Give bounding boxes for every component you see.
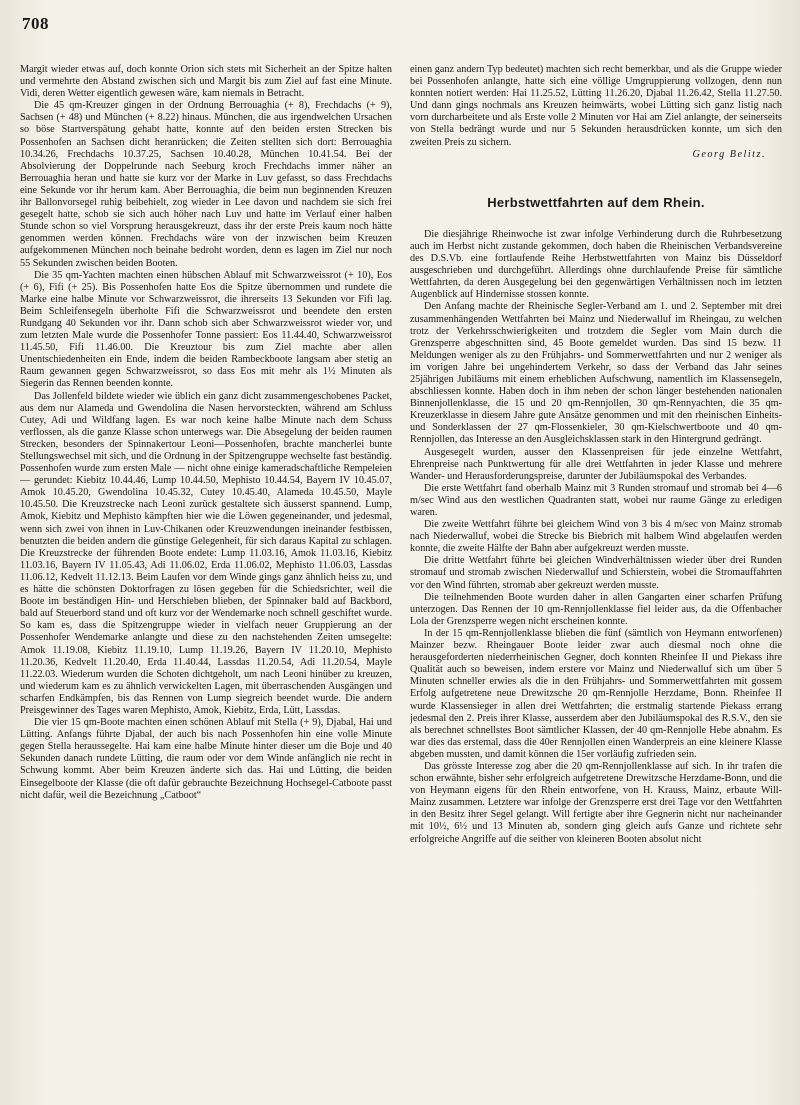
section-heading: Herbstwettfahrten auf dem Rhein. <box>487 194 705 210</box>
paragraph: Margit wieder etwas auf, doch konnte Orion sich stets mit Sicherheit an der Spitze halten und vermehrte den Abstand zwischen sich und Margit bis zum Ziel auf fast eine Minute. Vidi, deren Wetter eigentlich gewesen wäre, kam niemals in Betracht. <box>20 64 392 100</box>
paragraph: Den Anfang machte der Rheinische Segler-Verband am 1. und 2. September mit drei zusammenhängenden Wettfahrten bei Mainz und Niederwalluf im Rheingau, zu welchen trotz der Verkehrsschwierigkeiten und trotzdem die Segler vom Main durch die Grenzsperre abgeschnitten sind, 45 Boote gemeldet wurden. Das sind 15 bezw. 11 Meldungen weniger als zu den Frühjahrs- und Sommerwettfahrten und nur 2 weniger als im vorigen Jahre bei ungehindertem Verkehr, so dass der Verband das Jahr seines 25jährigen Jubiläums mit einem erheblichen Aufschwung, namentlich im Klassensegeln, abschliessen konnte. Haben doch in ihm neben der schon länger bestehenden nationalen Binnenjollenklasse, die 15 und 20 qm-Rennjollen, 30 qm-Rennyachten, die 35 qm-Kreuzerklasse in diesem Jahre gute Ansätze genommen und mit den rheinischen Einheits- und Sonderklassen der 27 qm-Flossenkieler, 30 qm-Kielschwertboote und 40 qm-Rennjollen, das Interesse an den Ausgleichsklassen stark in den Hintergrund gedrängt. <box>410 301 782 446</box>
paragraph: Die dritte Wettfahrt führte bei gleichen Windverhältnissen wieder über drei Runden stromauf und stromab zwischen Niederwalluf und Schierstein, wobei die Stromauffahrten vor den Wind führten, stromab aber gekreuzt werden musste. <box>410 555 782 591</box>
paragraph: Die zweite Wettfahrt führte bei gleichem Wind von 3 bis 4 m/sec von Mainz stromab nach Niederwalluf, wobei die Strecke bis Biebrich mit halbem Wind abgelaufen werden konnte, die zweite Hälfte der Bahn aber aufgekreuzt werden musste. <box>410 519 782 555</box>
paragraph: In der 15 qm-Rennjollenklasse blieben die fünf (sämtlich von Heymann entworfenen) Mainzer bezw. Rheingauer Boote leider zwar auch diesmal noch ohne die herausgeforderten niederrheinischen Gegner, doch konnten Rheinfee II und Piekass ihre Qualität auch so beweisen, indem erstere vor Mainz und Niederwalluf sich um über 5 Minuten schneller erwies als die in den Frühjahrs- und Sommerwettfahrten mit gossem Erfolg aufgetretene neue Drewitzsche 20 qm-Rennjolle Herzdame, Bonn. Rheinfee II wurde Klassensieger in allen drei Wettfahrten; die erstmalig startende Piekass errang jedesmal den 2. Preis ihrer Klasse, ausserdem aber den Jubiläumspokal des R.S.V., den sie als berechnet schnellstes Boot sämtlicher Klassen, der 40 qm-Rennjolle Hebe abnahm. Es war dies das erstemal, dass die 40er Rennjollen einen Wanderpreis an eine kleinere Klasse abgeben mussten, und damit können die 15er vorläufig zufrieden sein. <box>410 627 782 760</box>
paragraph: Die 45 qm-Kreuzer gingen in der Ordnung Berrouaghia (+ 8), Frechdachs (+ 9), Sachsen (+ 48) und München (+ 8.22) hinaus. München, die aus irgendwelchen Ursachen so böse Startverspätung gehabt hatte, konnte auf den beiden ersten Strecken bis Possenhofen an Sachsen dicht heranrücken; die Zeiten stellten sich dort: Berrouaghia 10.34.26, Frechdachs 10.37.25, Sachsen 10.40.28, München 10.41.54. Bei der Absolvierung der Doppelrunde nach Seeburg kroch Frechdachs immer näher an Berrouaghia heran und hatte sie kurz vor der Marke in Luv gefasst, so dass Frechdachs eine Sekunde vor ihr herum kam. Aber Berrouaghia, die beim nun beginnenden Kreuzen ihr Ballonvorsegel ruhig beibehielt, zog wieder in Lee davon und nachdem sie sich frei gesegelt hatte, schob sie sich auch höher nach Luv und hatte im Verlauf einer halben Stunde schon so viel Vorsprung herausgekreuzt, dass ihr der erste Preis kaum noch hätte genommen werden können. Frechdachs wäre von der inzwischen beim Kreuzen aufgekommenen München noch beinahe bedroht worden, denn es lagen im Ziel nur noch 55 Sekunden zwischen beiden Booten. <box>20 100 392 269</box>
paragraph: Die vier 15 qm-Boote machten einen schönen Ablauf mit Stella (+ 9), Djabal, Hai und Lütting. Anfangs führte Djabal, der auch bis nach Possenhofen hin eine volle Minute gegen Stella heraussegelte. Hai kam eine halbe Minute hinter dieser um die Boje und 40 Sekunden danach rundete Lütting, die raum oder vor dem Winde anfänglich nie recht in Schwung kommt. Aber beim Kreuzen änderte sich das. Hai und Lütting, die beiden Einsegelboote der Klasse (die oft dafür gebrauchte Bezeichnung Hochsegel-Catboote passt nicht dafür, weil die Bezeichnung „Catboot“ <box>20 717 392 801</box>
paragraph: Die erste Wettfahrt fand oberhalb Mainz mit 3 Runden stromauf und stromab bei 4—6 m/sec Wind aus den westlichen Quadranten statt, wobei nur raume Gänge zu erledigen waren. <box>410 482 782 518</box>
paragraph: Die teilnehmenden Boote wurden daher in allen Gangarten einer scharfen Prüfung unterzogen. Das Rennen der 10 qm-Rennjollenklasse fiel leider aus, da die Offenbacher Lola der Grenzsperre wegen nicht erscheinen konnte. <box>410 591 782 627</box>
paragraph: Die 35 qm-Yachten machten einen hübschen Ablauf mit Schwarzweissrot (+ 10), Eos (+ 6), Fifi (+ 25). Bis Possenhofen hatte Eos die Spitze übernommen und rundete die Marke eine halbe Minute vor Schwarzweissrot, die ihrerseits 13 Sekunden vor Fifi lag. Beim Schleifensegeln überholte Fifi die Schwarzweissrot und beendete den ersten Rundgang 40 Sekunden vor ihr. Dann schob sich aber Schwarzweissrot wieder vor, und zum letzten Male wurde die Possenhofer Tonne passiert: Eos 11.44.40, Schwarzweissrot 11.45.50, Fifi 11.46.00. Die Kreuztour bis zum Ziel machte aber allen Unentschiedenheiten ein Ende, indem die beiden Rambeckboote langsam aber stetig an Raum gewannen gegen Schwarzweissrot, so dass Eos mit mehr als 1½ Minuten als Siegerin das Rennen beenden konnte. <box>20 269 392 390</box>
left-column <box>20 64 392 1095</box>
paragraph: Die diesjährige Rheinwoche ist zwar infolge Verhinderung durch die Ruhrbesetzung auch im Herbst nicht zustande gekommen, doch haben die Rheinischen Verbandsvereine des D.S.Vb. eine fortlaufende Reihe Herbstwettfahrten von Mainz bis Düsseldorf ausgeschrieben und durchgeführt. Allerdings ohne durchlaufende Preise für sämtliche Wettfahrten, da deren Ausgegelung bei den gegenwärtigen Verhältnissen noch im letzten Augenblick auf Hindernisse stossen konnte. <box>410 228 782 301</box>
paragraph: Ausgesegelt wurden, ausser den Klassenpreisen für jede einzelne Wettfahrt, Ehrenpreise nach Punktwertung für alle drei Wettfahrten in jeder Klasse und mehrere Wander- und Herausforderungspreise, darunter der Jubiläumspokal des Verbandes. <box>410 446 782 482</box>
paragraph: Das grösste Interesse zog aber die 20 qm-Rennjollenklasse auf sich. In ihr trafen die schon erwähnte, bisher sehr erfolgreich aufgetretene Drewitzsche Herzdame-Bonn, und die von Heymann eigens für den Rhein entworfene, von H. Krauss, Mainz, erbaute Will-Mainz zusammen. Letztere war infolge der Grenzsperre erst drei Tage vor den Wettfahrten in den Besitz ihrer Segel gelangt. Will fertigte aber ihre Gegnerin nicht nur nacheinander mit 10½, 6½ und 13 Minuten ab, sondern ging gleich aufs Ganze und richtete sehr erfolgreiche Angriffe auf die seither von kleineren Booten absolut nicht <box>410 760 782 845</box>
paragraph: einen ganz andern Typ bedeutet) machten sich recht bemerkbar, und als die Gruppe wieder bei Possenhofen anlangte, hatte sich eine völlige Umgruppierung vollzogen, denn nun konnten notiert werden: Hai 11.25.52, Lütting 11.26.20, Djabal 11.26.42, Stella 11.27.50. Und dann gings nochmals ans Kreuzen heimwärts, wobei Lütting sich ganz listig nach vorn durcharbeitete und als Erste volle 2 Minuten vor Hai am Ziel anlangte, der seinerseits von Stella bedrängt wurde und nur 5 Sekunden herausdrücken konnte, um sich den zweiten Preis zu sichern. <box>410 64 782 148</box>
text-columns <box>20 64 782 1095</box>
author-signature: Georg Belitz. <box>692 148 766 160</box>
paragraph: Das Jollenfeld bildete wieder wie üblich ein ganz dicht zusammengeschobenes Packet, aus dem nur Alameda und Gwendolina die Nasen hervorsteckten, während am Schluss Cutey, Adi und Wildfang lagen. Es war noch keine halbe Minute nach dem Schuss verflossen, als die ganze Klasse schon unterwegs war. Die Absegelung der beiden raumen Strecken, besonders der Spinnakertour Leoni—Possenhofen, brachte mancherlei bunte Stellungswechsel mit sich, und die Ordnung in der Spitzengruppe wechselte fast beständig. Possenhofen wurde zum ersten Male — nicht ohne einige kameradschaftliche Rempeleien — gerundet: Kiebitz 10.44.46, Lump 10.44.50, Mephisto 10.44.54, Bayern IV 10.45.07, Amok 10.45.20, Gwendolina 10.45.32, Cutey 10.45.40, Alameda 10.45.50, Mayle 10.45.50. Die Kreuzstrecke nach Leoni zurück gestaltete sich äusserst spannend. Lump, Amok, Kiebitz und Mephisto kämpften hier wie die Löwen gegeneinander, und jedesmal, wenn sich zwei von ihnen in Luv-Chikanen oder Kreuzwendungen ineinander festbissen, benutzten die beiden andern die günstige Gelegenheit, für sich daraus Kapital zu schlagen. Die Kreuzstrecke der führenden Boote endete: Lump 11.03.16, Amok 11.03.16, Kiebitz 11.03.16, Bayern IV 11.05.43, Adi 11.06.02, Erda 11.06.02, Mephisto 11.06.03, Lassdas 11.06.12, Kedvelt 11.12.13. Beim Laufen vor dem Winde gings ganz ähnlich heiss zu, und es hätte die schönsten Doktorfragen zu lösen gegeben für die Schiedsrichter, weil die Boote im beständigen Hin- und Herschieben blieben, der Spinnaker bald auf Backbord, bald auf Steuerbord stand und oft kurz vor der Wendemarke noch schnell geschiftet wurde. So kam es, dass die Spitzengruppe wieder in vielfach neuer Gruppierung an der Possenhofer Wendemarke anlangte und diese zu den nachstehenden Zeiten umsegelte: Amok 11.19.08, Kiebitz 11.19.10, Lump 11.19.26, Bayern IV 11.20.10, Mephisto 11.20.36, Kedvelt 11.20.40, Erda 11.40.44, Lassdas 11.20.54, Adi 11.20.54, Mayle 11.22.03. Wiederum wurden die Schoten dichtgeholt, um nach Leoni hinüber zu kreuzen, und wiederum kam es zu ähnlich verwickelten Lagen, mit überraschenden Ausgängen und scharfen Endkämpfen, bis das Rennen von Lump siegreich beendet wurde. Die andern Preisgewinner des Tages waren Mephisto, Amok, Kiebitz, Erda, Lütt, Lassdas. <box>20 390 392 716</box>
right-column <box>410 64 782 1095</box>
page-number: 708 <box>22 14 49 33</box>
